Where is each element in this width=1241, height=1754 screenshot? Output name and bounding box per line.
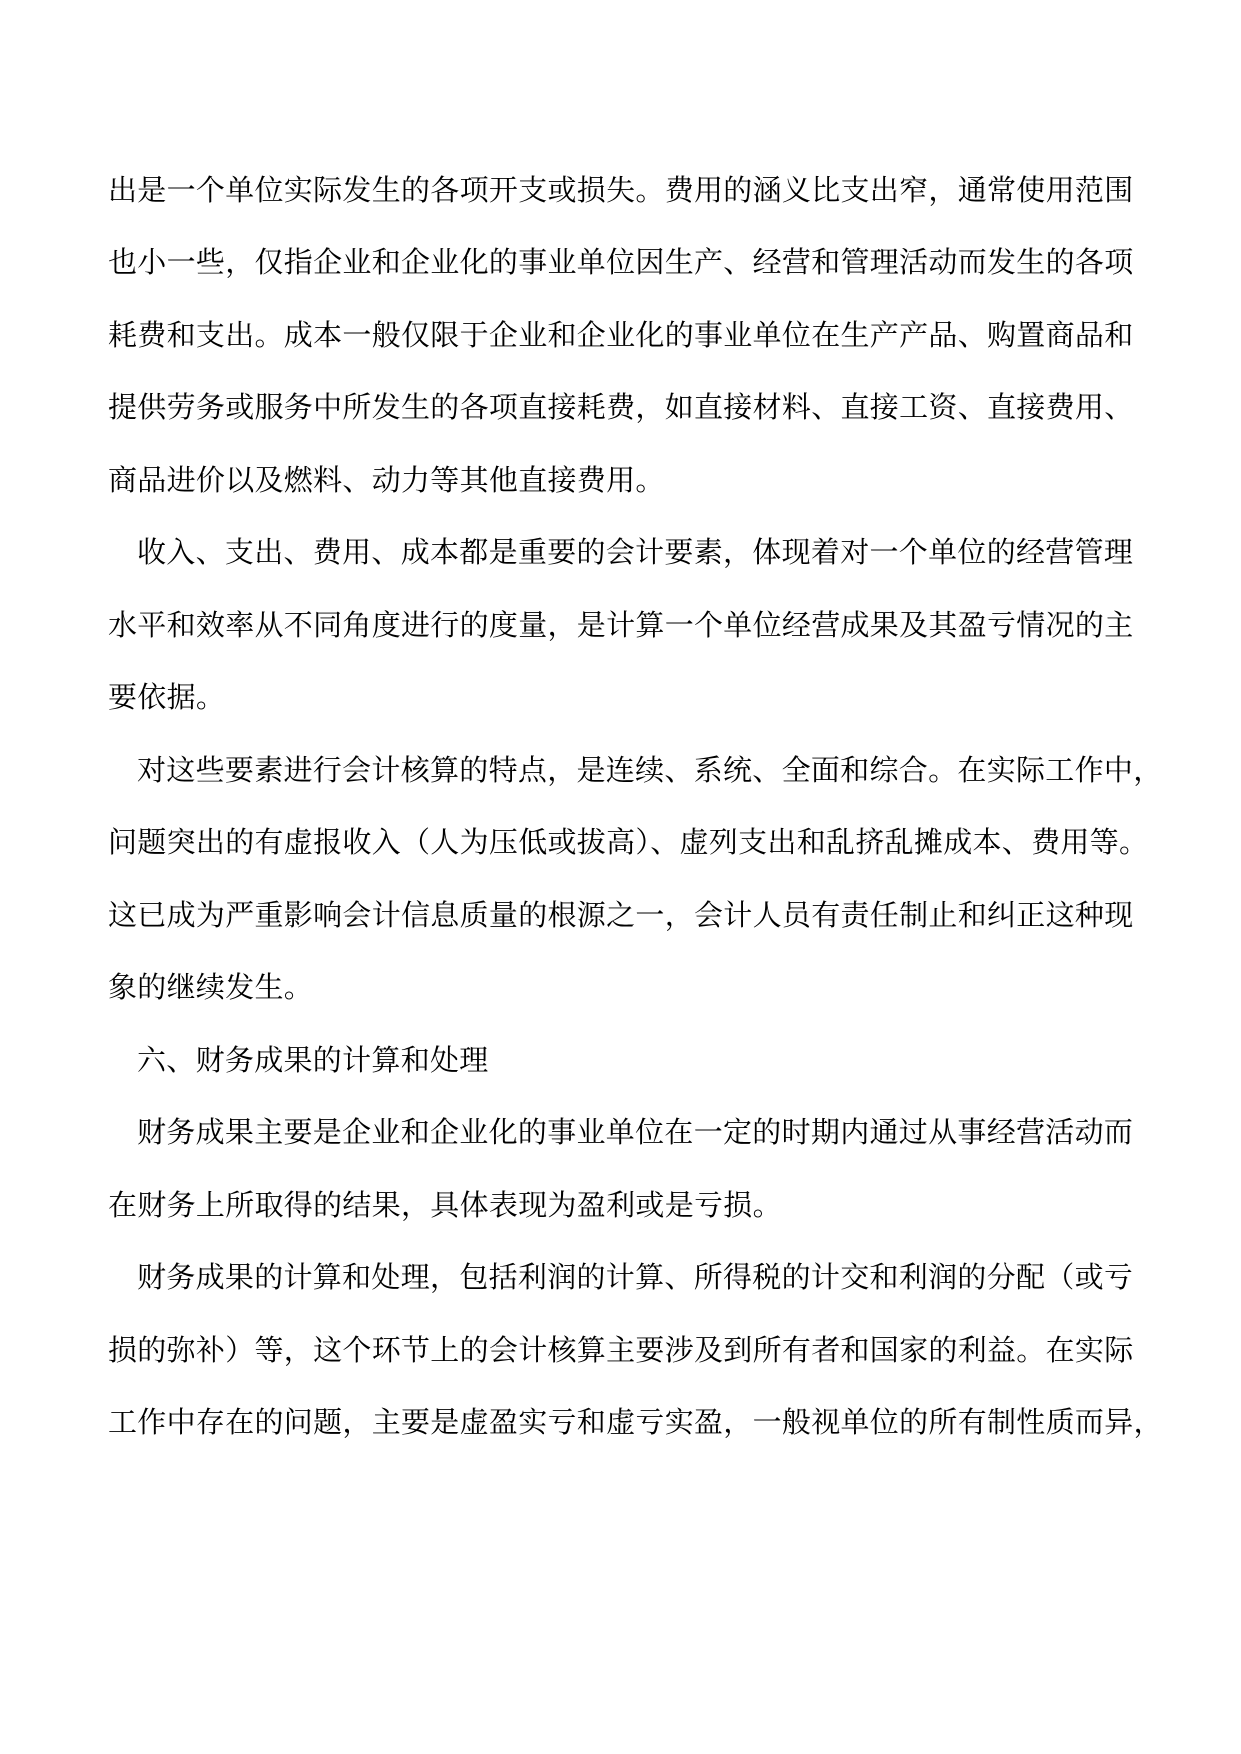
text-line: 要依据。 xyxy=(108,680,226,714)
text-line: 也小一些，仅指企业和企业化的事业单位因生产、经营和管理活动而发生的各项 xyxy=(108,245,1134,279)
paragraph-first-line: 财务成果主要是企业和企业化的事业单位在一定的时期内通过从事经营活动而 xyxy=(137,1115,1134,1149)
paragraph-first-line: 对这些要素进行会计核算的特点，是连续、系统、全面和综合。在实际工作中， xyxy=(137,753,1163,787)
section-heading: 六、财务成果的计算和处理 xyxy=(137,1043,489,1077)
text-line: 耗费和支出。成本一般仅限于企业和企业化的事业单位在生产产品、购置商品和 xyxy=(108,318,1134,352)
text-line: 出是一个单位实际发生的各项开支或损失。费用的涵义比支出窄，通常使用范围 xyxy=(108,173,1134,207)
text-line: 商品进价以及燃料、动力等其他直接费用。 xyxy=(108,463,665,497)
text-line: 在财务上所取得的结果，具体表现为盈利或是亏损。 xyxy=(108,1188,782,1222)
text-line: 工作中存在的问题，主要是虚盈实亏和虚亏实盈，一般视单位的所有制性质而异， xyxy=(108,1405,1163,1439)
paragraph-first-line: 收入、支出、费用、成本都是重要的会计要素，体现着对一个单位的经营管理 xyxy=(137,535,1134,569)
text-line: 这已成为严重影响会计信息质量的根源之一，会计人员有责任制止和纠正这种现 xyxy=(108,898,1134,932)
text-line: 损的弥补）等，这个环节上的会计核算主要涉及到所有者和国家的利益。在实际 xyxy=(108,1333,1134,1367)
text-line: 象的继续发生。 xyxy=(108,970,314,1004)
text-line: 问题突出的有虚报收入（人为压低或拔高）、虚列支出和乱挤乱摊成本、费用等。 xyxy=(108,825,1149,859)
text-line: 水平和效率从不同角度进行的度量，是计算一个单位经营成果及其盈亏情况的主 xyxy=(108,608,1134,642)
text-line: 提供劳务或服务中所发生的各项直接耗费，如直接材料、直接工资、直接费用、 xyxy=(108,390,1134,424)
paragraph-first-line: 财务成果的计算和处理，包括利润的计算、所得税的计交和利润的分配（或亏 xyxy=(137,1260,1134,1294)
